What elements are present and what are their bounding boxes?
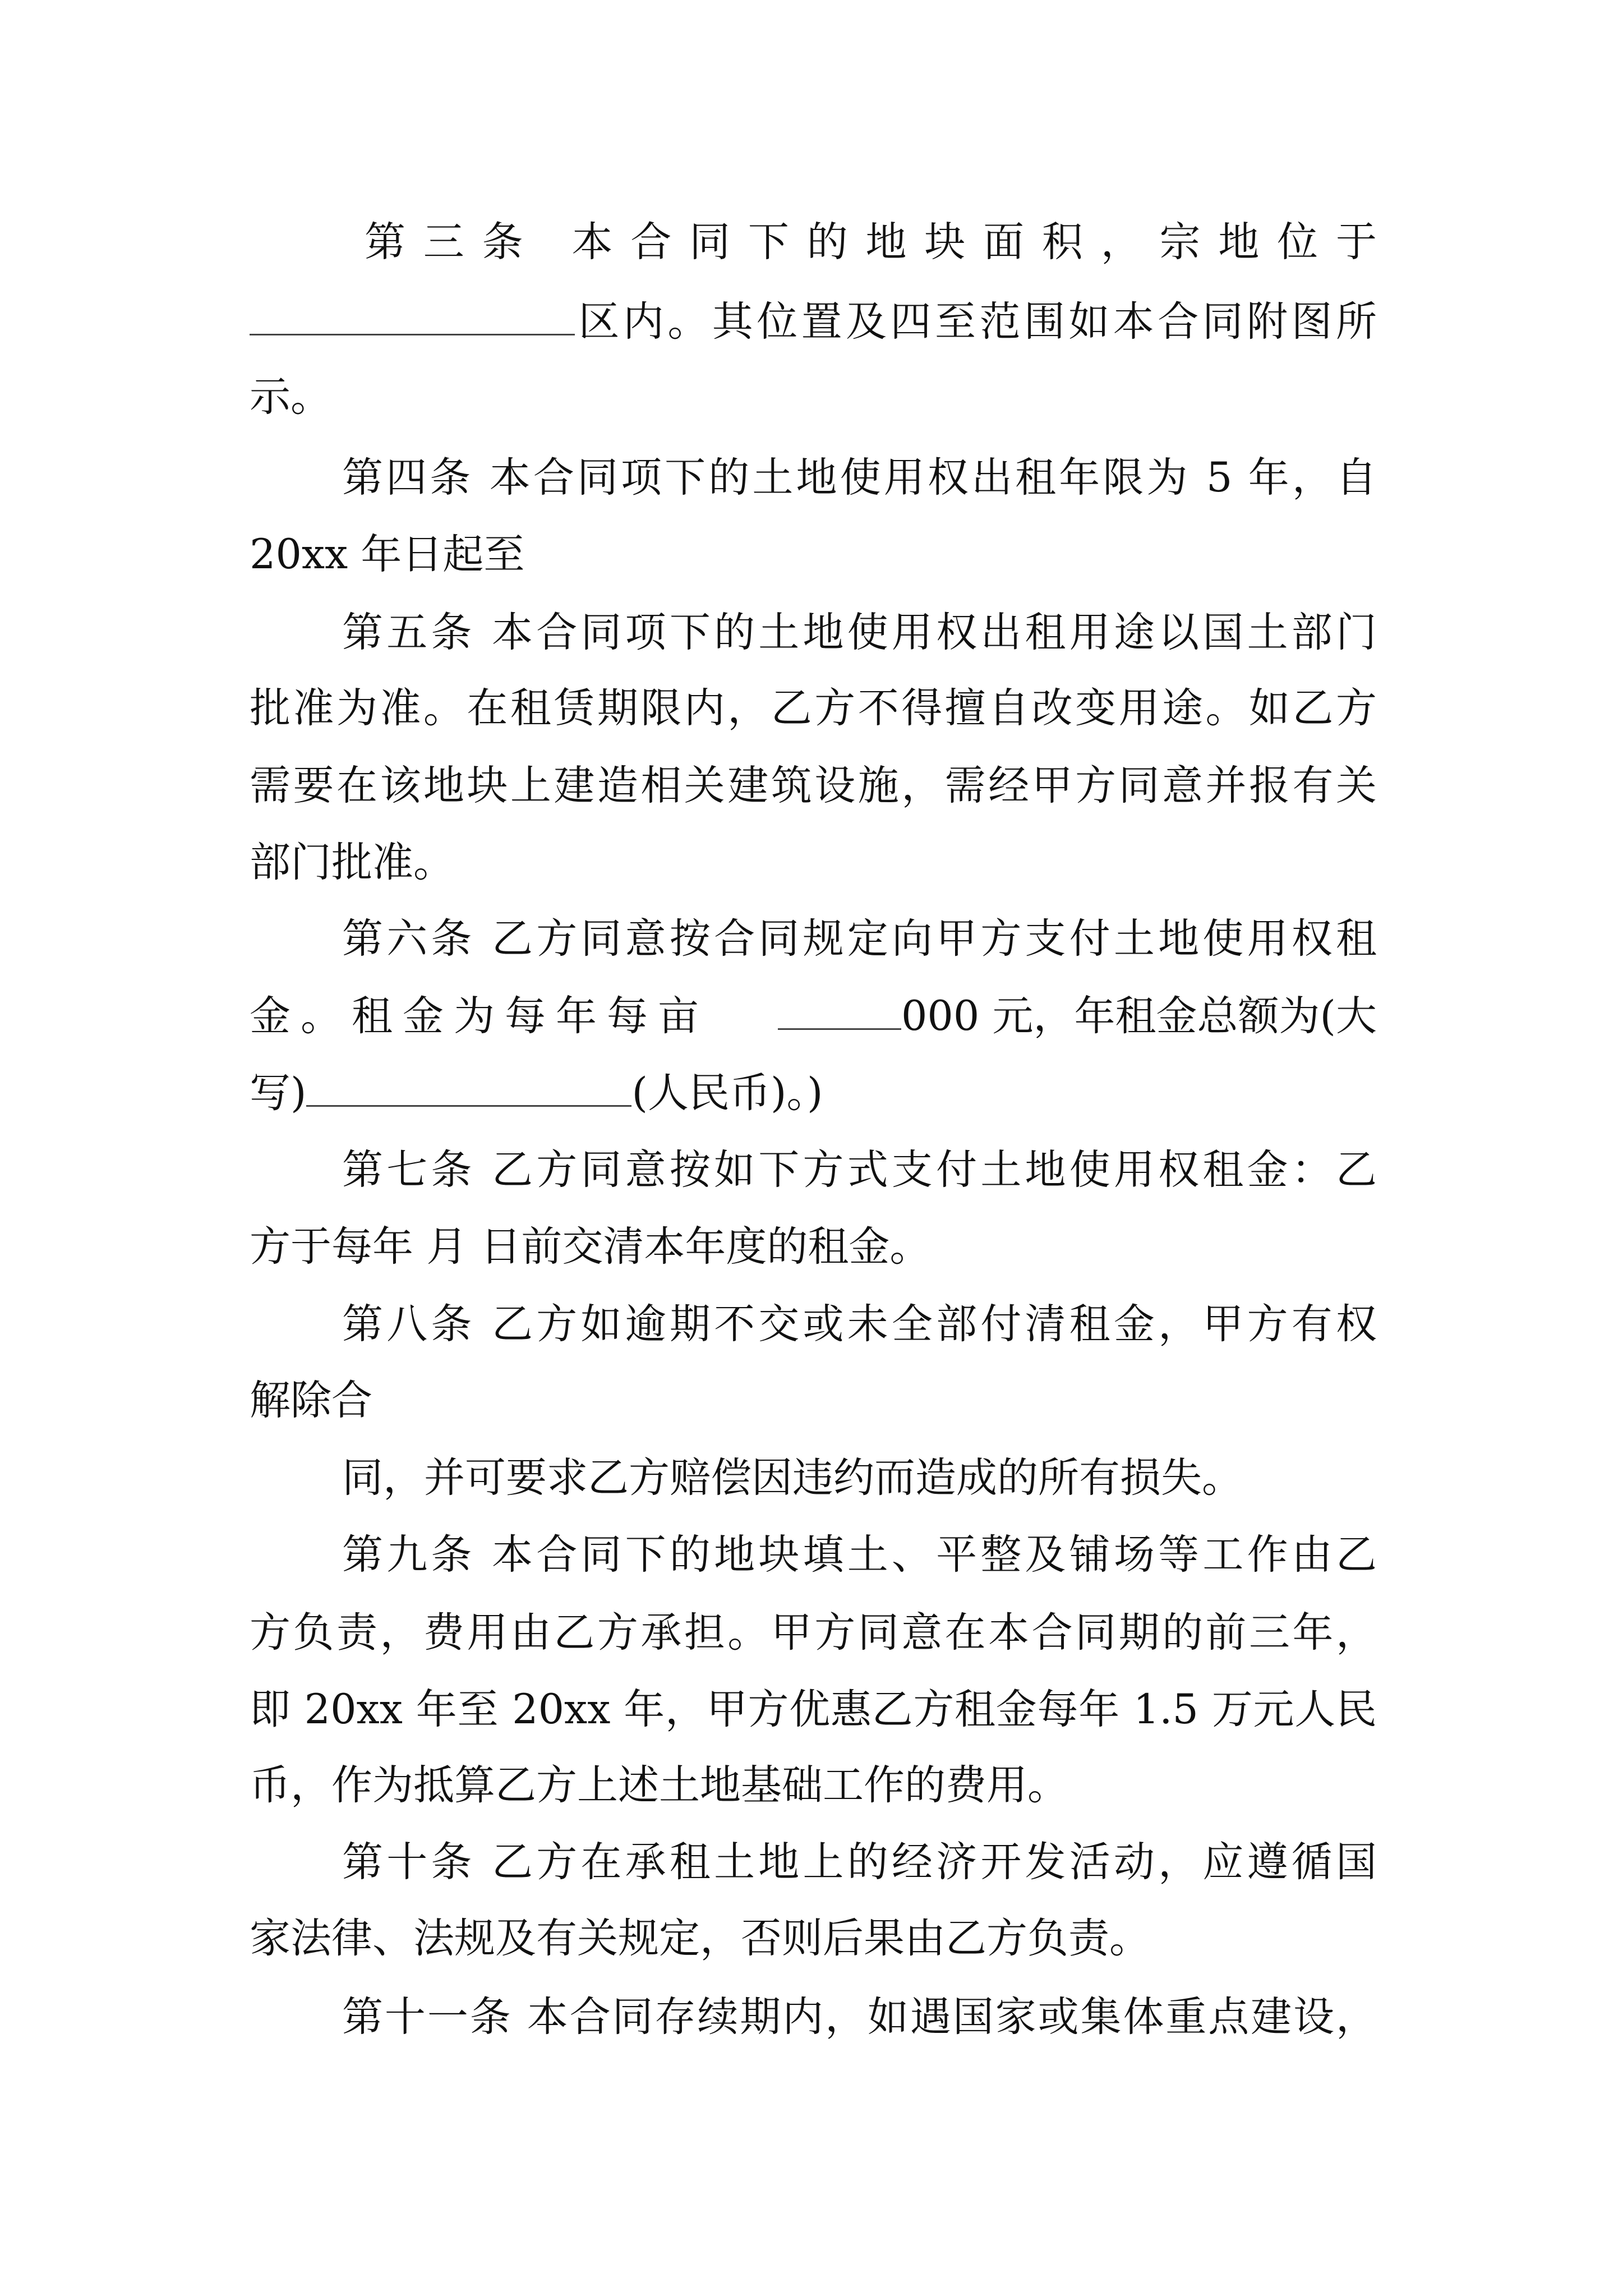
rent-per-mu-blank [778,989,901,1030]
article-6-line-2-amount: 000 元，年租金总额为(大 [901,992,1377,1040]
location-blank [250,295,575,335]
article-6-line-3-start: 写) [250,1069,307,1117]
article-10-line-2: 家法律、法规及有关规定，否则后果由乙方负责。 [250,1915,1150,1962]
article-6-line-2-start: 金。租金为每年每亩 [250,992,709,1040]
article-7-line-1: 第七条 乙方同意按如下方式支付土地使用权租金：乙 [342,1146,1377,1194]
article-6-line-2 [250,983,1377,1050]
article-9-line-3: 即 20xx 年至 20xx 年，甲方优惠乙方租金每年 1.5 万元人民 [250,1686,1377,1733]
article-10-line-1: 第十条 乙方在承租土地上的经济开发活动，应遵循国 [342,1838,1377,1886]
article-6-line-3 [250,1060,1377,1127]
article-5-line-4: 部门批准。 [250,839,454,886]
article-3-line-3: 示。 [250,373,331,421]
article-5-line-2: 批准为准。在租赁期限内，乙方不得擅自改变用途。如乙方 [250,684,1377,732]
article-3-line-1: 第三条 本合同下的地块面积，宗地位于 [365,218,1377,266]
article-9-line-4: 币，作为抵算乙方上述土地基础工作的费用。 [250,1761,1068,1809]
article-8-line-3: 同，并可要求乙方赔偿因违约而造成的所有损失。 [342,1454,1243,1502]
article-5-line-3: 需要在该地块上建造相关建筑设施，需经甲方同意并报有关 [250,762,1377,809]
article-4-line-2: 20xx 年日起至 [250,531,525,578]
article-8-line-2: 解除合 [250,1377,372,1424]
article-3-line-2 [250,288,1377,356]
article-11-line-1: 第十一条 本合同存续期内，如遇国家或集体重点建设， [342,1993,1377,2041]
total-rent-blank [306,1066,631,1107]
article-8-line-1: 第八条 乙方如逾期不交或未全部付清租金，甲方有权 [342,1300,1377,1348]
article-9-line-2: 方负责，费用由乙方承担。甲方同意在本合同期的前三年， [250,1609,1377,1657]
article-6-line-2-end [778,983,1377,1050]
article-6-line-1: 第六条 乙方同意按合同规定向甲方支付土地使用权租 [342,915,1377,963]
article-3-line-2-text: 区内。其位置及四至范围如本合同附图所 [575,298,1377,346]
article-6-line-3-end: (人民币)。) [631,1069,823,1117]
article-7-line-2: 方于每年 月 日前交清本年度的租金。 [250,1223,931,1271]
article-9-line-1: 第九条 本合同下的地块填土、平整及铺场等工作由乙 [342,1531,1377,1579]
article-4-line-1: 第四条 本合同项下的土地使用权出租年限为 5 年，自 [342,454,1377,501]
article-5-line-1: 第五条 本合同项下的土地使用权出租用途以国土部门 [342,609,1377,656]
